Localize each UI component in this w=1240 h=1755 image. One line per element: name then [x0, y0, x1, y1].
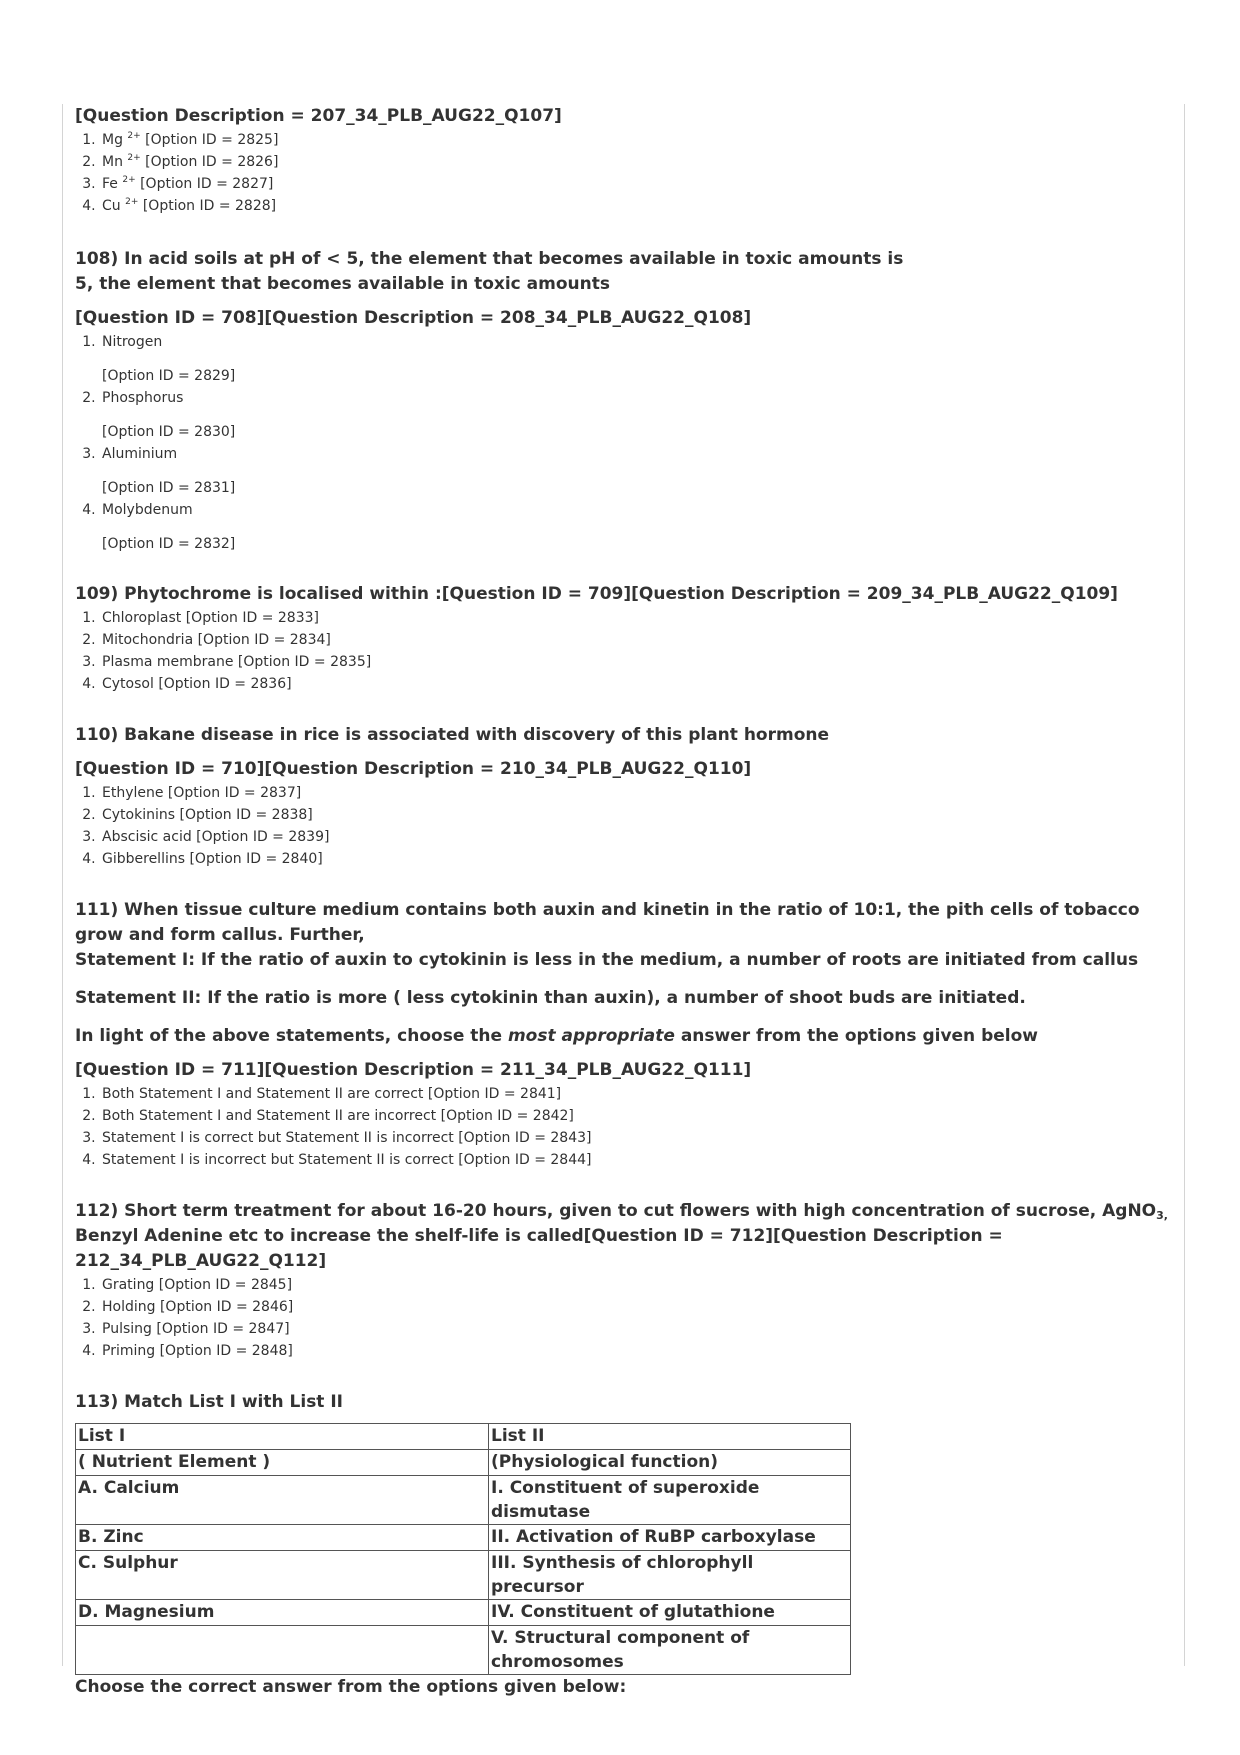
option-id: [Option ID = 2827]	[140, 176, 274, 192]
option-symbol: Fe	[102, 176, 118, 192]
option-text: Nitrogen	[102, 334, 163, 350]
question-109	[75, 582, 1175, 695]
table-row	[76, 1600, 851, 1626]
option-list	[75, 782, 1175, 870]
subscript: 3,	[1156, 1209, 1168, 1222]
table-cell: ( Nutrient Element )	[76, 1450, 489, 1476]
option-item: 1. Grating [Option ID = 2845]	[100, 1274, 1175, 1296]
option-item	[100, 499, 1175, 555]
question-112	[75, 1199, 1175, 1362]
question-110	[75, 723, 1175, 870]
question-text: 109) Phytochrome is localised within :[Question ID = 709][Question Description = 209_34_PLB_AUG22_Q109]	[75, 584, 1118, 604]
question-text: 111) When tissue culture medium contains both auxin and kinetin in the ratio of 10:1, the pith cells of tobacco grow and form callus. Further,	[75, 900, 1140, 945]
option-list	[75, 1274, 1175, 1362]
question-text: 113) Match List I with List II	[75, 1392, 344, 1412]
option-id: [Option ID = 2832]	[102, 536, 236, 552]
match-table	[75, 1423, 851, 1675]
option-item: 4. Cytosol [Option ID = 2836]	[100, 673, 1175, 695]
instruction-emphasis: most appropriate	[507, 1026, 675, 1046]
table-row	[76, 1476, 851, 1525]
table-cell: B. Zinc	[76, 1525, 489, 1551]
option-item: 1. Chloroplast [Option ID = 2833]	[100, 607, 1175, 629]
option-item: 2. Cytokinins [Option ID = 2838]	[100, 804, 1175, 826]
option-item: 1. Both Statement I and Statement II are correct [Option ID = 2841]	[100, 1083, 1175, 1105]
question-text-line: 5, the element that becomes available in toxic amounts	[75, 274, 610, 294]
question-text-line: 108) In acid soils at pH of < 5, the element that becomes available in toxic amounts is	[75, 249, 904, 269]
option-id: [Option ID = 2826]	[145, 154, 279, 170]
option-item: 3. Abscisic acid [Option ID = 2839]	[100, 826, 1175, 848]
option-symbol: Cu	[102, 198, 121, 214]
page-left-rule	[62, 104, 63, 1666]
option-list	[75, 331, 1175, 555]
option-item: 4. Priming [Option ID = 2848]	[100, 1340, 1175, 1362]
table-cell: II. Activation of RuBP carboxylase	[489, 1525, 851, 1551]
option-item	[100, 173, 1175, 195]
question-text	[75, 247, 1175, 297]
instruction-part: In light of the above statements, choose the	[75, 1026, 508, 1046]
table-cell: V. Structural component of chromosomes	[489, 1626, 851, 1675]
table-row	[76, 1424, 851, 1450]
page-right-rule	[1184, 104, 1185, 1666]
option-item: 4. Gibberellins [Option ID = 2840]	[100, 848, 1175, 870]
statement-two: Statement II: If the ratio is more ( less cytokinin than auxin), a number of shoot buds are initiated.	[75, 988, 1026, 1008]
question-text-part: Benzyl Adenine etc to increase the shelf-life is called[Question ID = 712][Question Description = 212_34_PLB_AUG22_Q112]	[75, 1226, 1003, 1271]
table-cell: D. Magnesium	[76, 1600, 489, 1626]
option-charge: 2+	[125, 197, 139, 207]
question-meta: [Question ID = 710][Question Description = 210_34_PLB_AUG22_Q110]	[75, 759, 752, 779]
option-item: 3. Pulsing [Option ID = 2847]	[100, 1318, 1175, 1340]
question-107	[75, 104, 1175, 217]
question-text: 110) Bakane disease in rice is associated with discovery of this plant hormone	[75, 725, 830, 745]
option-id: [Option ID = 2831]	[102, 480, 236, 496]
option-id: [Option ID = 2828]	[142, 198, 277, 214]
table-row	[76, 1450, 851, 1476]
table-cell: List I	[76, 1424, 489, 1450]
question-description: [Question Description = 207_34_PLB_AUG22_Q107]	[75, 106, 562, 126]
choose-instruction: Choose the correct answer from the options given below:	[75, 1677, 627, 1697]
table-row	[76, 1551, 851, 1600]
table-cell	[76, 1626, 489, 1675]
option-item: 2. Mitochondria [Option ID = 2834]	[100, 629, 1175, 651]
table-cell: IV. Constituent of glutathione	[489, 1600, 851, 1626]
table-row	[76, 1626, 851, 1675]
option-text: Aluminium	[102, 446, 178, 462]
option-charge: 2+	[122, 175, 136, 185]
instruction-part: answer from the options given below	[674, 1026, 1038, 1046]
option-item: 1. Ethylene [Option ID = 2837]	[100, 782, 1175, 804]
question-113	[75, 1390, 1175, 1700]
option-text: Molybdenum	[102, 502, 193, 518]
question-paper	[75, 104, 1175, 1700]
option-item	[100, 151, 1175, 173]
option-list	[75, 607, 1175, 695]
table-cell: A. Calcium	[76, 1476, 489, 1525]
question-text-part: 112) Short term treatment for about 16-20 hours, given to cut flowers with high concentration of sucrose, AgNO	[75, 1201, 1157, 1221]
table-cell: III. Synthesis of chlorophyll precursor	[489, 1551, 851, 1600]
question-meta: [Question ID = 708][Question Description = 208_34_PLB_AUG22_Q108]	[75, 308, 752, 328]
table-cell: C. Sulphur	[76, 1551, 489, 1600]
option-item: 4. Statement I is incorrect but Statement II is correct [Option ID = 2844]	[100, 1149, 1175, 1171]
option-item	[100, 443, 1175, 499]
question-111	[75, 898, 1175, 1171]
option-item	[100, 387, 1175, 443]
option-id: [Option ID = 2825]	[145, 132, 279, 148]
question-meta: [Question ID = 711][Question Description = 211_34_PLB_AUG22_Q111]	[75, 1060, 752, 1080]
option-symbol: Mg	[102, 132, 123, 148]
question-text	[75, 1199, 1175, 1274]
option-list	[75, 1083, 1175, 1171]
option-item: 3. Statement I is correct but Statement II is incorrect [Option ID = 2843]	[100, 1127, 1175, 1149]
table-row	[76, 1525, 851, 1551]
table-cell: (Physiological function)	[489, 1450, 851, 1476]
option-text: Phosphorus	[102, 390, 184, 406]
instruction-text	[75, 1024, 1175, 1049]
option-item	[100, 129, 1175, 151]
option-list	[75, 129, 1175, 217]
option-item: 2. Both Statement I and Statement II are incorrect [Option ID = 2842]	[100, 1105, 1175, 1127]
table-cell: I. Constituent of superoxide dismutase	[489, 1476, 851, 1525]
option-charge: 2+	[127, 153, 141, 163]
question-108	[75, 247, 1175, 555]
statement-one: Statement I: If the ratio of auxin to cytokinin is less in the medium, a number of roots are initiated from callus	[75, 950, 1139, 970]
option-id: [Option ID = 2830]	[102, 424, 236, 440]
option-charge: 2+	[127, 131, 141, 141]
option-item: 3. Plasma membrane [Option ID = 2835]	[100, 651, 1175, 673]
option-id: [Option ID = 2829]	[102, 368, 236, 384]
option-item	[100, 195, 1175, 217]
option-item: 2. Holding [Option ID = 2846]	[100, 1296, 1175, 1318]
option-item	[100, 331, 1175, 387]
option-symbol: Mn	[102, 154, 123, 170]
table-cell: List II	[489, 1424, 851, 1450]
